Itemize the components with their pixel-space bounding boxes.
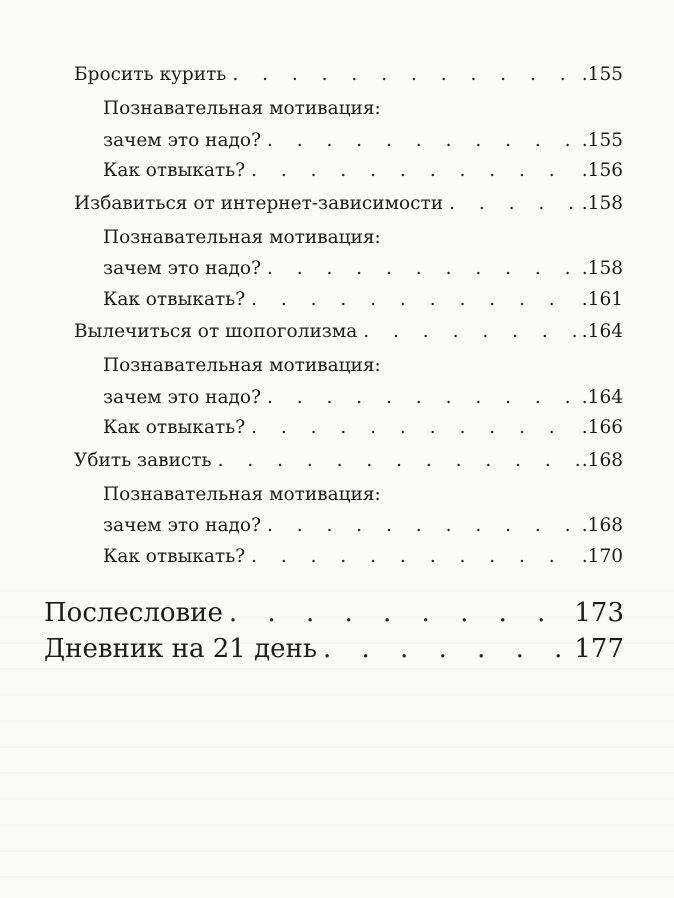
toc-page-number: .164 <box>581 321 623 342</box>
toc-subentry-title: Познавательная мотивация: <box>103 484 381 505</box>
toc-subentry[interactable] <box>103 258 623 279</box>
toc-subentry[interactable] <box>103 515 623 536</box>
toc-entry[interactable] <box>74 193 623 214</box>
toc-entry-title: зачем это надо? <box>103 130 261 151</box>
toc-entry-title: Как отвыкать? <box>103 289 246 310</box>
toc-page-number: .158 <box>581 193 623 214</box>
toc-entry[interactable] <box>74 450 623 471</box>
dot-leader <box>232 64 579 85</box>
toc-entry-title: Как отвыкать? <box>103 160 246 181</box>
toc-entry-title: Вылечиться от шопоголизма <box>74 321 358 342</box>
toc-entry[interactable] <box>74 321 623 342</box>
dot-leader <box>323 634 572 664</box>
toc-entry-title: Как отвыкать? <box>103 417 246 438</box>
toc-page-number: .170 <box>581 546 623 567</box>
toc-subentry-title: Познавательная мотивация: <box>103 98 381 119</box>
toc-entry-major[interactable] <box>44 634 624 664</box>
toc-subentry[interactable] <box>103 546 623 567</box>
toc-entry[interactable] <box>74 64 623 85</box>
toc-page-number: .168 <box>581 515 623 536</box>
toc-page-number: .155 <box>581 64 623 85</box>
toc-entry-title: Дневник на 21 день <box>44 634 317 664</box>
dot-leader <box>251 417 580 438</box>
dot-leader <box>267 515 580 536</box>
toc-page-number: .156 <box>581 160 623 181</box>
toc-entry-major[interactable] <box>44 598 624 628</box>
toc-page-number: .155 <box>581 130 623 151</box>
toc-page-number: 173 <box>574 598 624 628</box>
toc-subentry[interactable] <box>103 387 623 408</box>
toc-subentry-title: Познавательная мотивация: <box>103 227 381 248</box>
toc-entry-title: зачем это надо? <box>103 258 261 279</box>
dot-leader <box>218 450 580 471</box>
dot-leader <box>267 130 580 151</box>
toc-entry-title: Бросить курить <box>74 64 227 85</box>
toc-page-number: .164 <box>581 387 623 408</box>
dot-leader <box>267 258 580 279</box>
toc-subentry[interactable] <box>103 130 623 151</box>
toc-page-number: .166 <box>581 417 623 438</box>
toc-page-number: .168 <box>581 450 623 471</box>
toc-page-number: .161 <box>581 289 623 310</box>
toc-entry-title: зачем это надо? <box>103 515 261 536</box>
toc-entry-title: Убить зависть <box>74 450 212 471</box>
toc-entry-title: Как отвыкать? <box>103 546 246 567</box>
toc-entry-title: Послесловие <box>44 598 223 628</box>
toc-subentry[interactable] <box>103 289 623 310</box>
dot-leader <box>267 387 580 408</box>
toc-entry-title: зачем это надо? <box>103 387 261 408</box>
dot-leader <box>251 160 580 181</box>
dot-leader <box>363 321 580 342</box>
toc-subentry-title: Познавательная мотивация: <box>103 355 381 376</box>
toc-subentry[interactable] <box>103 417 623 438</box>
dot-leader <box>229 598 572 628</box>
toc-page-number: 177 <box>574 634 624 664</box>
dot-leader <box>251 289 580 310</box>
dot-leader <box>449 193 580 214</box>
toc-entry-title: Избавиться от интернет-зависимости <box>74 193 444 214</box>
toc-page-number: .158 <box>581 258 623 279</box>
dot-leader <box>251 546 580 567</box>
toc-subentry[interactable] <box>103 160 623 181</box>
